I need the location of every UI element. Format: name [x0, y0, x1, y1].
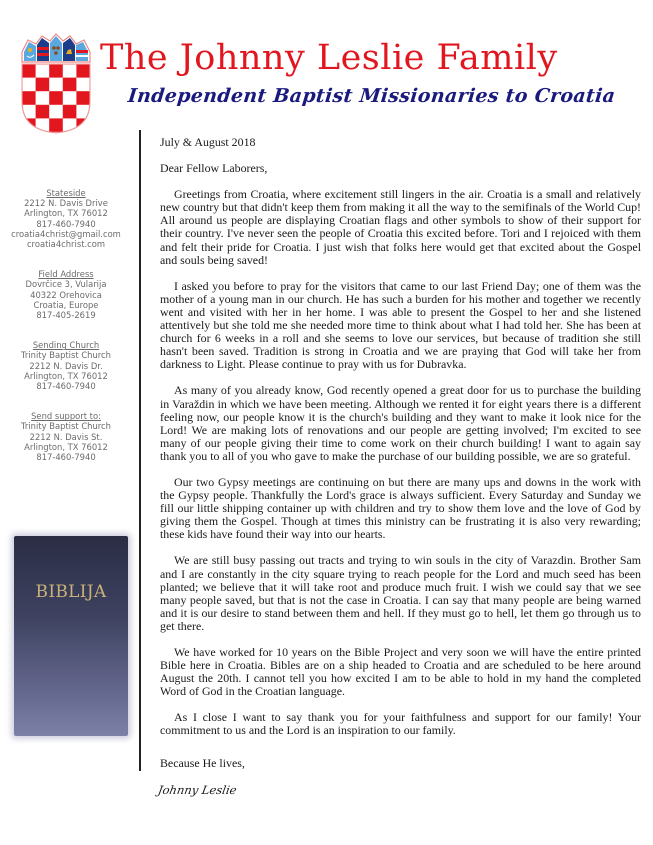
sending-church-phone: 817-460-7940: [36, 381, 96, 392]
sending-church-name: Trinity Baptist Church: [21, 350, 111, 361]
field-address-heading: Field Address: [38, 269, 94, 280]
sending-church-heading: Sending Church: [32, 340, 100, 351]
signature: Johnny Leslie: [156, 782, 238, 797]
send-support-phone: 817-460-7940: [36, 452, 96, 463]
croatian-coat-of-arms-icon: [20, 32, 92, 134]
stateside-city-line: Arlington, TX 76012: [24, 208, 108, 219]
page-subtitle: Independent Baptist Missionaries to Croatia: [126, 85, 617, 107]
paragraph-gypsy-meetings: Our two Gypsy meetings are continuing on but there are many ups and downs in the work with the Gypsy people. Thankfully the Lord's grace is always sufficient. Every Saturday and Sunday we fill our little shipping container up with children and try to show them love and the love of God by giving them the Gospel. Though at times this ministry can be frustrating it is also very rewarding; these kids have found their way into our hearts.: [160, 474, 641, 542]
field-postal-line: 40322 Orehovica: [30, 289, 102, 300]
paragraph-soul-winning: We are still busy passing out tracts and trying to win souls in the city of Varazdin. Brother Sam and I are constantly in the city square trying to reach people for the Lord and much seed has been planted; we believe that it will take root and produce much fruit. I wish we could say that we see many people saved, but that is not the case in Croatia. I can say that many people are being warned and it is our desire to stand between them and hell. If they must go to hell, let them go through us to get there.: [160, 553, 641, 633]
send-support-address: 2212 N. Davis St.: [29, 431, 103, 442]
letter-closing: Because He lives,: [160, 755, 245, 770]
stateside-block: [0, 188, 132, 249]
sending-church-address: 2212 N. Davis Dr.: [29, 360, 103, 371]
page-title: The Johnny Leslie Family: [100, 38, 558, 78]
paragraph-world-cup: Greetings from Croatia, where excitement still lingers in the air. Croatia is a small and relatively new country but that didn't keep them from making it all the way to the semifinals of the World Cup! All around us people are displaying Croatian flags and other symbols to show of their support for their country. I've never seen the people of Croatia this excited before. Tori and I rejoiced with them and felt their pride for Croatia. I just wish that folks here would get that excited about the Gospel and souls being saved!: [160, 187, 641, 267]
paragraph-closing-thanks: As I close I want to say thank you for your faithfulness and support for our family! Your commitment to us and the Lord is an inspiration to our family.: [160, 710, 641, 738]
send-support-block: [0, 411, 132, 462]
send-support-heading: Send support to:: [31, 411, 101, 422]
field-phone: 817-405-2619: [36, 310, 96, 321]
paragraph-friend-day: I asked you before to pray for the visitors that came to our last Friend Day; one of them was the mother of a young man in our church. He has such a burden for his mother and together we recently went and visited with her in her home. I was able to present the Gospel to her and she listened attentively but she told me she needed more time to think about what I had told her. She has been at church for 6 weeks in a roll and she seems to love our services, but because of tradition she still hasn't been saved. Tradition is strong in Croatia and we are praying that God will take her from darkness to Light. Please continue to pray with us for Dubravka.: [160, 278, 641, 372]
paragraph-bible-project: We have worked for 10 years on the Bible Project and very soon we will have the entire printed Bible here in Croatia. Bibles are on a ship headed to Croatia and are scheduled to be here around August the 20th. I cannot tell you how excited I am to be able to hold in my hand the completed Word of God in the Croatian language.: [160, 645, 641, 699]
stateside-email-link[interactable]: croatia4christ@gmail.com: [11, 228, 121, 239]
stateside-address-line: 2212 N. Davis Drive: [24, 198, 108, 209]
contact-sidebar: [0, 188, 132, 482]
letter-date: July & August 2018: [160, 135, 256, 149]
field-address-block: [0, 269, 132, 320]
sending-church-city: Arlington, TX 76012: [24, 370, 108, 381]
field-address-line: Dovrčice 3, Vularija: [25, 279, 107, 290]
stateside-website-link[interactable]: croatia4christ.com: [26, 239, 106, 250]
bible-image: [14, 536, 128, 736]
stateside-heading: Stateside: [46, 188, 86, 198]
sending-church-block: [0, 340, 132, 391]
vertical-divider: [139, 130, 141, 771]
paragraph-building: As many of you already know, God recently opened a great door for us to purchase the building in Varaždin in which we have been meeting. Although we rented it for eight years there is a different feeling now, our people know it is the church's building and they want to make it look nice for the Lord! We are making lots of renovations and our people are getting involved; I'm excited to see many of our people giving their time to come work on their church building! I want to again say thank you to all of you who gave to make the purchase of our building possible, we are so grateful.: [160, 383, 641, 463]
bible-cover-title: BIBLIJA: [35, 582, 107, 602]
stateside-phone: 817-460-7940: [36, 218, 96, 229]
letter-body: [156, 135, 641, 797]
send-support-name: Trinity Baptist Church: [21, 421, 111, 432]
send-support-city: Arlington, TX 76012: [24, 441, 108, 452]
letter-salutation: Dear Fellow Laborers,: [160, 161, 268, 176]
field-country-line: Croatia, Europe: [33, 299, 99, 310]
